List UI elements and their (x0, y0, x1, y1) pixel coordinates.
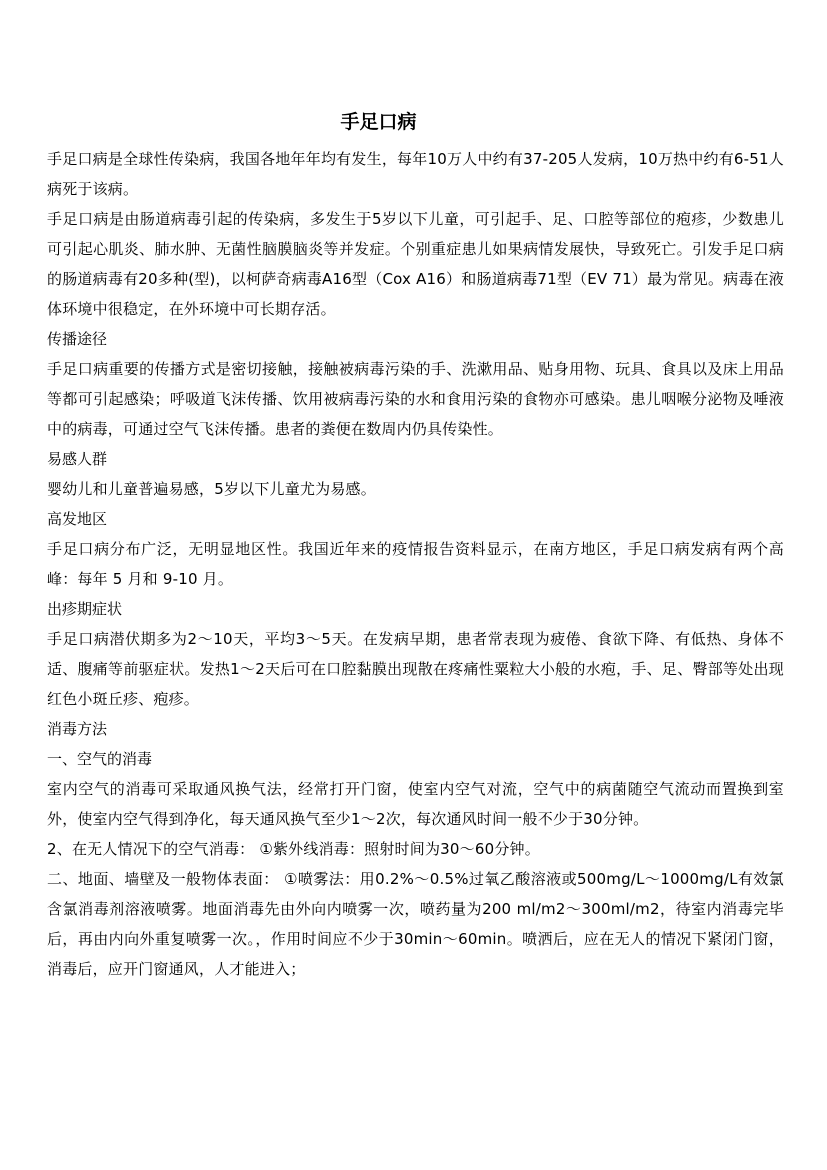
air-unmanned-paragraph: 2、在无人情况下的空气消毒： ①紫外线消毒：照射时间为30～60分钟。 (47, 840, 540, 858)
document-body (47, 144, 784, 984)
intro-paragraph: 手足口病是全球性传染病，我国各地年年均有发生，每年10万人中约有37-205人发病，10万热中约有6-51人病死于该病。 (47, 150, 784, 198)
air-disinfection-paragraph: 室内空气的消毒可采取通风换气法，经常打开门窗，使室内空气对流，空气中的病菌随空气流动而置换到室外，使室内空气得到净化，每天通风换气至少1～2次，每次通风时间一般不少于30分钟。 (47, 780, 784, 828)
susceptible-heading: 易感人群 (47, 450, 108, 468)
regions-heading: 高发地区 (47, 510, 108, 528)
symptoms-paragraph: 手足口病潜伏期多为2～10天，平均3～5天。在发病早期，患者常表现为疲倦、食欲下降、有低热、身体不适、腹痛等前驱症状。发热1～2天后可在口腔黏膜出现散在疼痛性粟粒大小般的水疱，手、足、臀部等处出现红色小斑丘疹、疱疹。 (47, 630, 784, 708)
description-paragraph: 手足口病是由肠道病毒引起的传染病，多发生于5岁以下儿童，可引起手、足、口腔等部位的疱疹，少数患儿可引起心肌炎、肺水肿、无菌性脑膜脑炎等并发症。个别重症患儿如果病情发展快，导致死亡。引发手足口病的肠道病毒有20多种(型)，以柯萨奇病毒A16型（Cox A16）和肠道病毒71型（EV 71）最为常见。病毒在液体环境中很稳定，在外环境中可长期存活。 (47, 210, 784, 318)
document-title: 手足口病 (340, 111, 417, 133)
surface-disinfection-paragraph: 二、地面、墙壁及一般物体表面： ①喷雾法：用0.2%～0.5%过氧乙酸溶液或500mg/L～1000mg/L有效氯含氯消毒剂溶液喷雾。地面消毒先由外向内喷雾一次，喷药量为200 ml/m2～300ml/m2，待室内消毒完毕后，再由内向外重复喷雾一次。，作用时间应不少于30min～60min。喷洒后，应在无人的情况下紧闭门窗，消毒后，应开门窗通风，人才能进入； (47, 870, 784, 978)
susceptible-paragraph: 婴幼儿和儿童普遍易感，5岁以下儿童尤为易感。 (47, 480, 376, 498)
regions-paragraph: 手足口病分布广泛，无明显地区性。我国近年来的疫情报告资料显示，在南方地区，手足口病发病有两个高峰：每年 5 月和 9-10 月。 (47, 540, 784, 588)
air-disinfection-heading: 一、空气的消毒 (47, 750, 153, 768)
disinfection-heading: 消毒方法 (47, 720, 108, 738)
transmission-heading: 传播途径 (47, 330, 108, 348)
transmission-paragraph: 手足口病重要的传播方式是密切接触，接触被病毒污染的手、洗漱用品、贴身用物、玩具、食具以及床上用品等都可引起感染；呼吸道飞沫传播、饮用被病毒污染的水和食用污染的食物亦可感染。患儿咽喉分泌物及唾液中的病毒，可通过空气飞沫传播。患者的粪便在数周内仍具传染性。 (47, 360, 784, 438)
symptoms-heading: 出疹期症状 (47, 600, 123, 618)
